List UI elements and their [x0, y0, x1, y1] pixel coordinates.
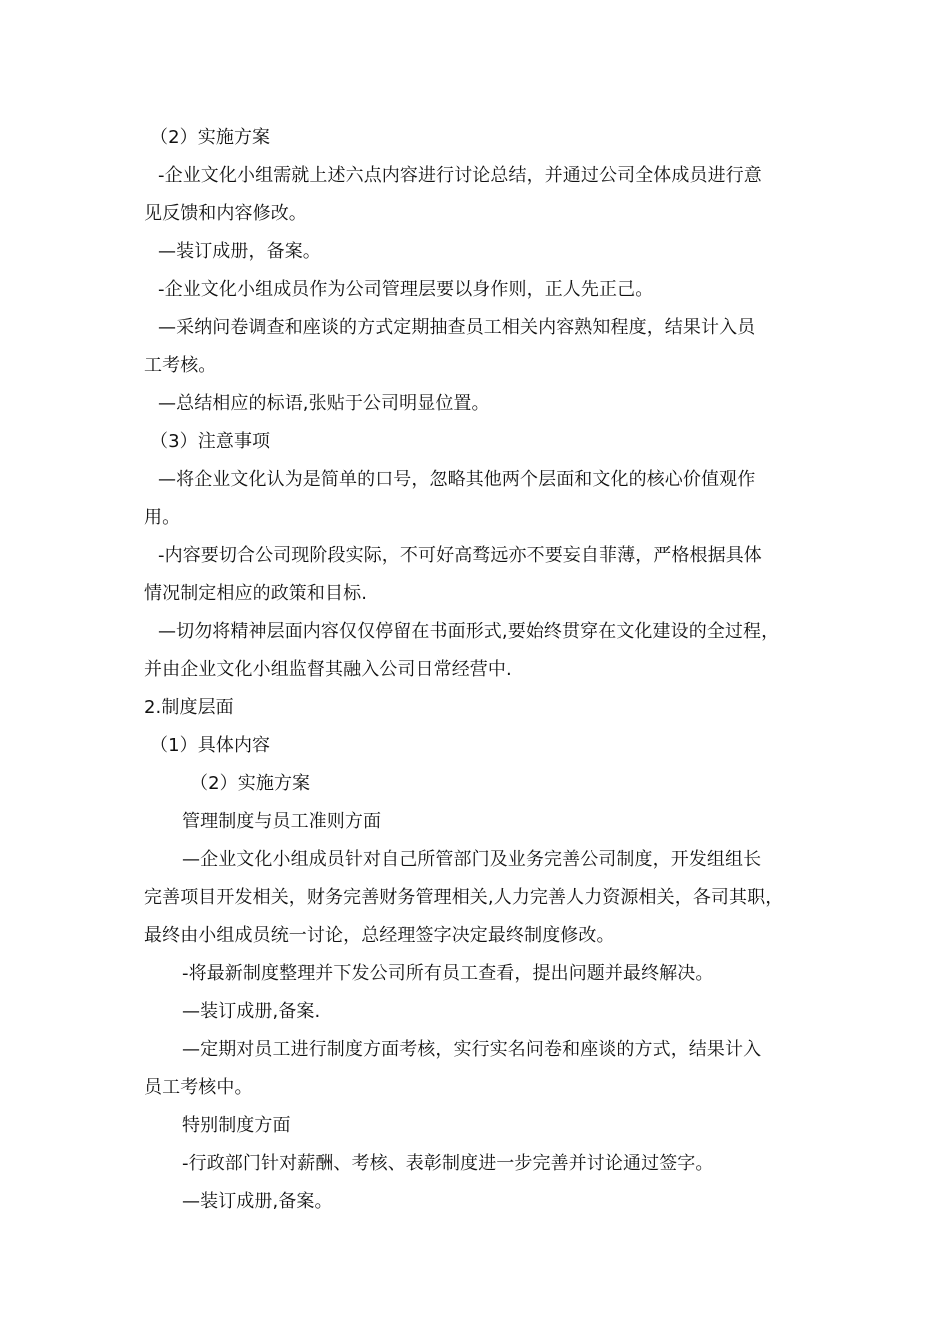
paragraph-line: —企业文化小组成员针对自己所管部门及业务完善公司制度，开发组组长	[182, 849, 762, 870]
paragraph-line: 用。	[144, 507, 181, 528]
paragraph-line: —装订成册，备案。	[158, 241, 321, 262]
paragraph-line: 情况制定相应的政策和目标.	[144, 583, 368, 604]
heading-specific-content: （1）具体内容	[150, 735, 271, 756]
paragraph-line: —装订成册,备案.	[182, 1001, 321, 1022]
paragraph-line: —总结相应的标语,张贴于公司明显位置。	[158, 393, 490, 414]
paragraph-line: 员工考核中。	[144, 1077, 253, 1098]
paragraph-line: -内容要切合公司现阶段实际，不可好高骛远亦不要妄自菲薄，严格根据具体	[158, 545, 762, 566]
heading-implementation-plan: （2）实施方案	[150, 127, 271, 148]
paragraph-line: -企业文化小组成员作为公司管理层要以身作则，正人先正己。	[158, 279, 654, 300]
paragraph-line: —将企业文化认为是简单的口号，忽略其他两个层面和文化的核心价值观作	[158, 469, 756, 490]
paragraph-line: 最终由小组成员统一讨论，总经理签字决定最终制度修改。	[144, 925, 615, 946]
paragraph-line: —采纳问卷调查和座谈的方式定期抽查员工相关内容熟知程度，结果计入员	[158, 317, 756, 338]
subheading-management-rules: 管理制度与员工准则方面	[182, 811, 382, 832]
heading-implementation-plan-2: （2）实施方案	[190, 773, 311, 794]
subheading-special-rules: 特别制度方面	[182, 1115, 291, 1136]
paragraph-line: -将最新制度整理并下发公司所有员工查看，提出问题并最终解决。	[182, 963, 714, 984]
paragraph-line: 完善项目开发相关，财务完善财务管理相关,人力完善人力资源相关，各司其职，	[144, 887, 784, 908]
paragraph-line: 并由企业文化小组监督其融入公司日常经营中.	[144, 659, 512, 680]
paragraph-line: -企业文化小组需就上述六点内容进行讨论总结，并通过公司全体成员进行意	[158, 165, 762, 186]
paragraph-line: -行政部门针对薪酬、考核、表彰制度进一步完善并讨论通过签字。	[182, 1153, 714, 1174]
paragraph-line: 见反馈和内容修改。	[144, 203, 307, 224]
paragraph-line: 工考核。	[144, 355, 217, 376]
paragraph-line: —切勿将精神层面内容仅仅停留在书面形式,要始终贯穿在文化建设的全过程，	[158, 621, 780, 642]
heading-system-level: 2.制度层面	[144, 697, 234, 718]
paragraph-line: —装订成册,备案。	[182, 1191, 333, 1212]
heading-notes: （3）注意事项	[150, 431, 271, 452]
paragraph-line: —定期对员工进行制度方面考核，实行实名问卷和座谈的方式，结果计入	[182, 1039, 762, 1060]
